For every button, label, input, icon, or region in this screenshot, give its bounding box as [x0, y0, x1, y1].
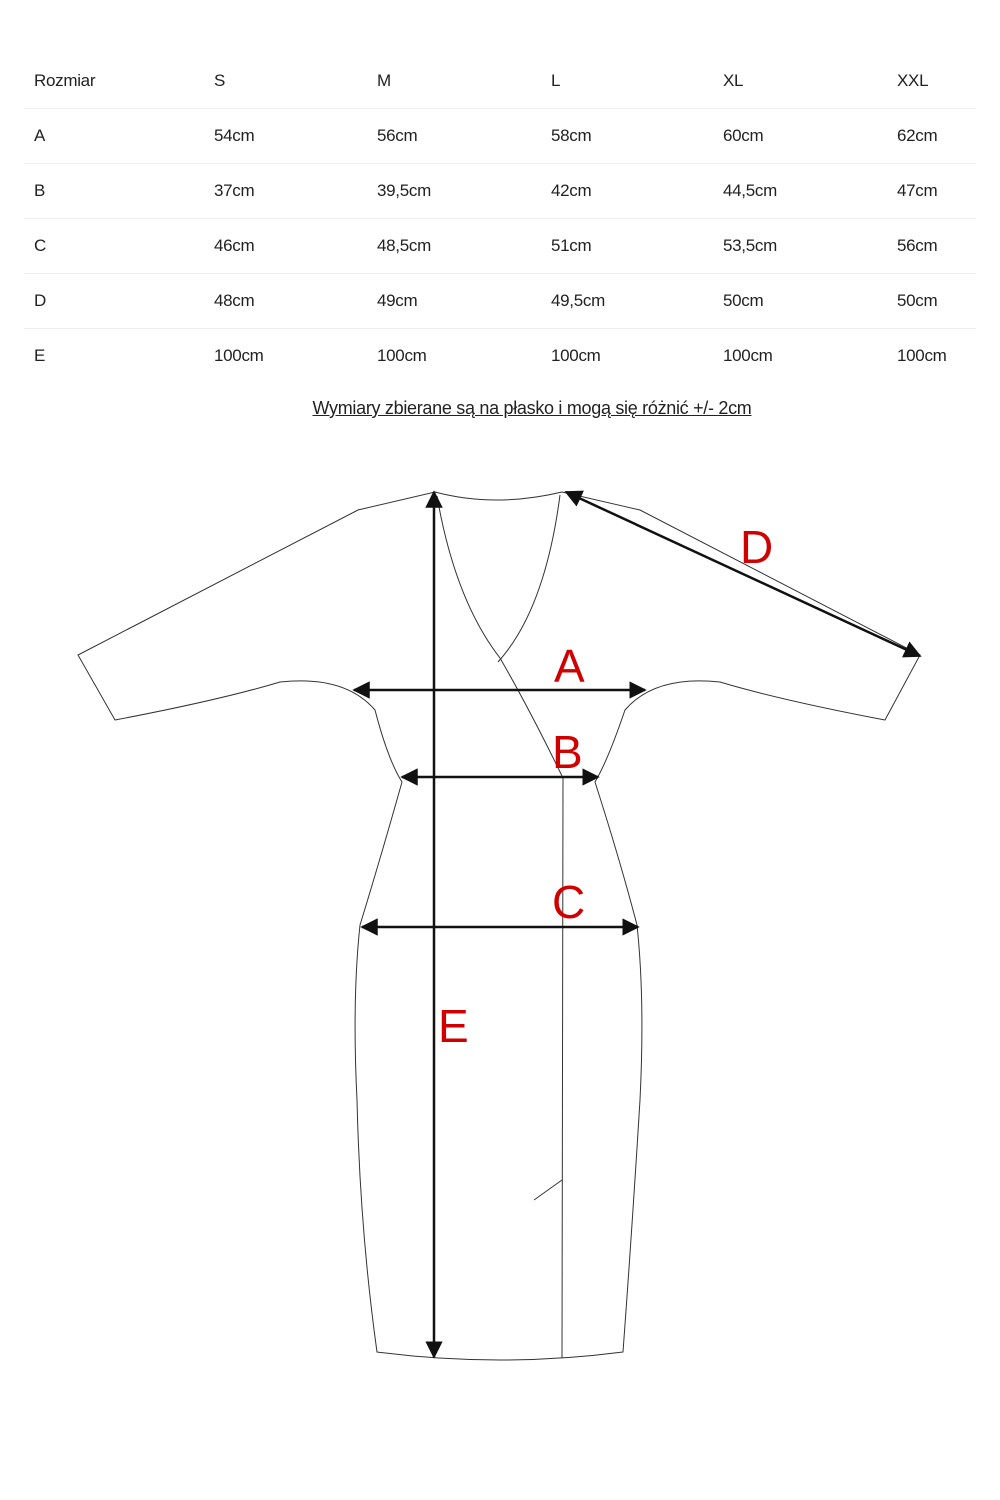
header-size-label: Rozmiar [24, 54, 204, 109]
table-cell: 49cm [367, 274, 541, 329]
label-d: D [740, 521, 774, 573]
header-size-xxl: XXL [887, 54, 976, 109]
table-cell: 50cm [713, 274, 887, 329]
table-cell: 44,5cm [713, 164, 887, 219]
table-cell: 58cm [541, 109, 713, 164]
table-cell: 46cm [204, 219, 367, 274]
table-cell: 54cm [204, 109, 367, 164]
table-cell: 49,5cm [541, 274, 713, 329]
label-c: C [552, 876, 586, 928]
table-cell: 39,5cm [367, 164, 541, 219]
table-cell: 50cm [887, 274, 976, 329]
row-label-e: E [34, 346, 46, 365]
table-cell: 100cm [377, 346, 427, 365]
table-cell: 37cm [204, 164, 367, 219]
header-size-m: M [367, 54, 541, 109]
row-label-c: C [24, 219, 204, 274]
table-cell: 100cm [551, 346, 601, 365]
table-cell: 100cm [723, 346, 773, 365]
table-cell: 53,5cm [713, 219, 887, 274]
label-e: E [438, 1000, 469, 1052]
table-cell: 100cm [214, 346, 264, 365]
table-cell: 47cm [887, 164, 976, 219]
arrow-d [566, 492, 920, 656]
table-cell: 62cm [887, 109, 976, 164]
label-b: B [552, 726, 583, 778]
table-cell: 42cm [541, 164, 713, 219]
table-cell: 48cm [204, 274, 367, 329]
table-cell: 100cm [897, 346, 947, 365]
row-label-b: B [24, 164, 204, 219]
measurement-note: Wymiary zbierane są na płasko i mogą się różnić +/- 2cm [312, 398, 752, 418]
header-size-s: S [204, 54, 367, 109]
header-size-l: L [541, 54, 713, 109]
table-cell: 48,5cm [367, 219, 541, 274]
row-label-d: D [24, 274, 204, 329]
table-cell: 56cm [367, 109, 541, 164]
table-cell: 60cm [713, 109, 887, 164]
label-a: A [554, 640, 585, 692]
table-cell: 56cm [887, 219, 976, 274]
table-cell: 51cm [541, 219, 713, 274]
row-label-a: A [24, 109, 204, 164]
header-size-xl: XL [713, 54, 887, 109]
